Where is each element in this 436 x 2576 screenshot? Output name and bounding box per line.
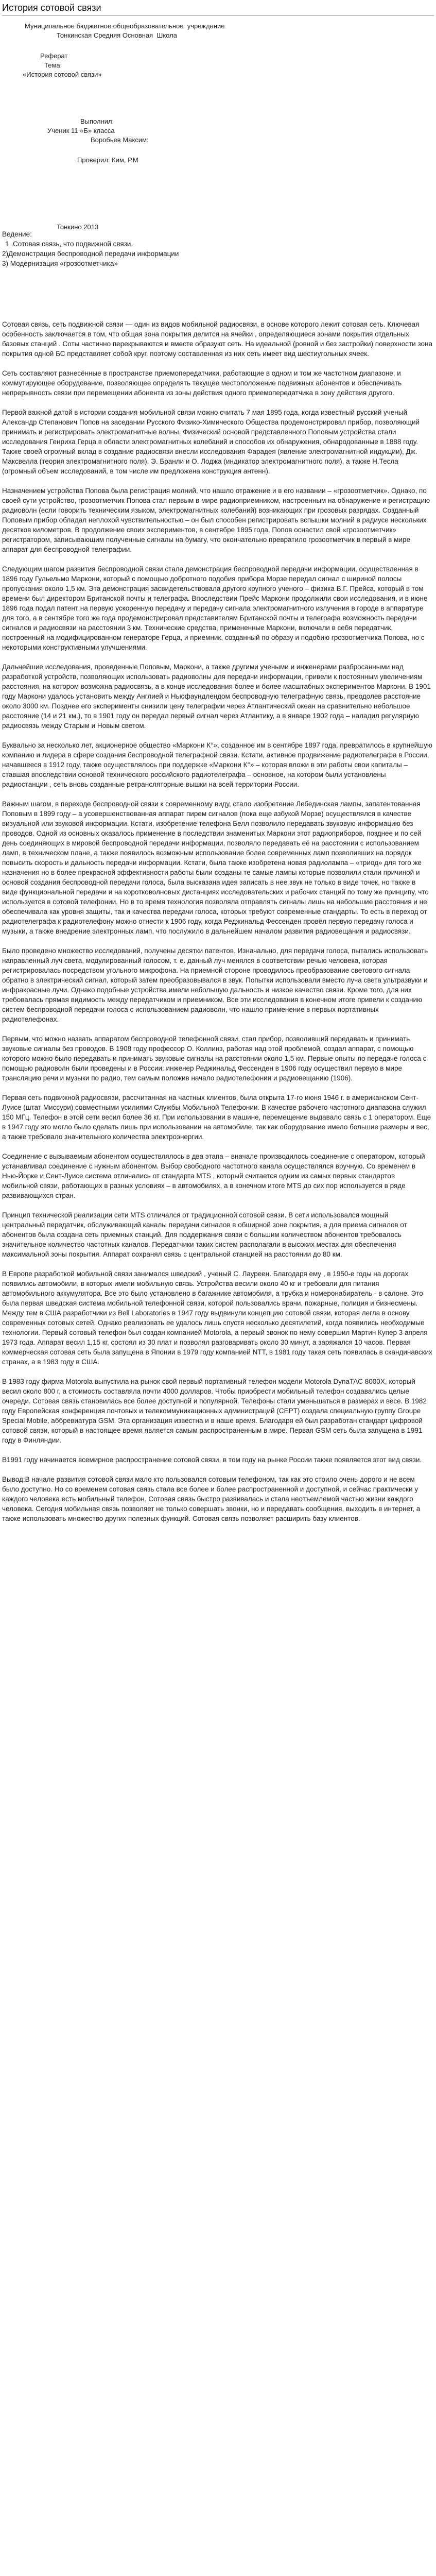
paragraph: Назначением устройства Попова была регистрация молний, что нашло отражение и в его названии – «грозоотметчик». Однако, по своей сути устройство, грозоотметчик Попова стал первым в мире радиоприемником, настроенным на обнаружение и регистрацию радиоволн (если говорить техническим языком, электромагнитных колебаний) возникающих при грозовых разрядах. Созданный Поповым прибор обладал неплохой чувствительностью – он был способен регистрировать вспышки молний в радиусе нескольких десятков километров. В продолжение своих экспериментов, в сентябре 1895 года, Попов оснастил свой «грозоотметчик» регистратором, записывающим полученные сигналы на бумагу, что окончательно превратило грозоотметчик в первый в мире аппарат для беспроводной телеграфии. [2,487,430,553]
toc-item: 1. Сотовая связь, что подвижной связи. [5,240,133,248]
title-page-block [0,22,436,231]
referat-label: Реферат [40,52,68,60]
topic-text: «История сотовой связи» [23,71,102,78]
paragraph: Принцип технической реализации сети МТS отличался от традиционной сотовой связи. В сети использовался мощный центральный передатчик, обслуживающий каналы передачи сигналов в обширной зоне покрытия, а для приема сигналов от абонентов была создана сеть приемных станций. Для поддержания связи с большим количеством абонентов требовалось значительное количество частотных каналов. Передатчики таких систем располагали в высоких местах для обеспечения максимальной зоны покрытия. Аппарат сохранял связь с центральной станцией на расстоянии до 80 км. [2,1211,407,1258]
paragraph: Следующим шагом развития беспроводной связи стала демонстрация беспроводной передачи информации, осуществленная в 1896 году Гульельмо Маркони, который с помощью добротного подобия прибора Морзе передал сигнал с шириной полосы пропускания около 1,5 км. Эта демонстрация засвидетельствовала другого крупного ученого – физика В.Г. Прейса, который в том времени был директором Британской почты и телеграфа. Впоследствии Прейс Маркони продолжили свои исследования, и в июне 1896 года подал патент на первую ускоренную передачу и передачу сигнала электромагнитного излучения в городе в аппаратуре для того, а в сентябре того же года продемонстрировал представителям Британской почты и телеграфа возможность передачи сигналов и радиосвязи на расстоянии 3 км. Технические средства, примененные Маркони, включали в себя передатчик, построенный на модифицированном генераторе Герца, и приемник, созданный по образу и подобию грозоотметчика Попова, но с некоторыми конструктивными улучшениями. [2,565,428,651]
paragraph: Сотовая связь, сеть подвижной связи — один из видов мобильной радиосвязи, в основе которого лежит сотовая сеть. Ключевая особенность заключается в том, что общая зона покрытия делится на ячейки , определяющиеся зонами покрытия отдельных базовых станций . Соты частично перекрываются и вместе образуют сеть. На идеальной (ровной и без застройки) поверхности зона покрытия одной БС представляет собой круг, поэтому составленная из них сеть имеет вид шестиугольных ячеек. [2,320,432,358]
document-title: История сотовой связи [2,0,434,16]
student-name: Воробьев Максим: [91,136,149,144]
paragraph: Буквально за несколько лет, акционерное общество «Маркони К°», созданное им в сентябре 1897 года, превратилось в крупнейшую компанию и лидера в сфере создания беспроводной телеграфной связи. Кстати, активное продвижение радиотелеграфа в России, начавшееся в 1912 году, также осуществлялось при поддержке «Маркони К°» – которая вложи в эти работы свои капиталы – ставшая впоследствии основой технического российского радиотелеграфа – основное, на котором были установлены радиостанции , сеть вновь созданные ретрансляторные вышки на всей территории России. [2,741,432,788]
student-class: Ученик 11 «Б» класса [47,127,115,134]
paragraph: Сеть составляют разнесённые в пространстве приемопередатчики, работающие в одном и том же частотном диапазоне, и коммутирующее оборудование, позволяющее определять текущее местоположение подвижных абонентов и обеспечивать непрерывность связи при перемещении абонента из зоны действия одного приемопередатчика в зону действия другого. [2,369,402,397]
city-year: Тонкино 2013 [57,223,99,231]
author-label: Выполнил: [80,117,114,125]
toc-heading: Ведение: [2,230,32,238]
topic-label: Тема: [44,61,62,69]
conclusion-paragraph: Вывод:В начале развития сотовой связи мало кто пользовался сотовым телефоном, так как это стоило очень дорого и не всем было доступно. Но со временем сотовая связь стала все более и более распространенной и доступной, и сейчас практически у каждого человека есть мобильный телефон. Сотовая связь быстро развивалась и стала неотъемлемой частью жизни каждого человека. Сегодня мобильная связь позволяет не только совершать звонки, но и передавать сообщения, выходить в интернет, а также использовать множество других полезных функций. Сотовая связь позволяет расширить базу клиентов. [2,1476,421,1522]
paragraph: В1991 году начинается всемирное распространение сотовой связи, в том году на рынке России также появляется этот вид связи. [2,1456,422,1464]
toc-item: 3) Модернизация «грозоотметчика» [2,260,118,267]
organization-line: Муниципальное бюджетное общеобразовательное учреждение [25,22,225,30]
paragraph: Первым, что можно назвать аппаратом беспроводной телефонной связи, стал прибор, позволивший передавать и принимать звуковые сигналы без проводов. В 1908 году профессор О. Коллинз, работая над этой проблемой, создал аппарат, с помощью которого можно было передавать и принимать звуковые сигналы на расстоянии около 1,5 км. Первые опыты по передаче голоса с помощью радиоволн были проведены и в России: инженер Реджинальд Фессенден в 1906 году осуществил первую в мире трансляцию речи и музыки по радио, тем самым положив начало радиотелефонии и радиовещанию (1906). [2,1035,427,1082]
paragraph: Первая сеть подвижной радиосвязи, рассчитанная на частных клиентов, была открыта 17-го июня 1946 г. в американском Сент-Луисе (штат Миссури) совместными усилиями Службы Мобильной Телефонии. В качестве рабочего частотного диапазона служил 150 МГц. Телефон в этой сети весил более 36 кг. При использовании в машине, перемещение выдавало связь с 1 оператором. Еще в 1947 году это могло было сделать лишь при использовании на автомобиле, так как оборудование имело большие размеры и вес, а также требовало значительного количества электроэнергии. [2,1094,431,1141]
paragraph: Соединение с вызываемым абонентом осуществлялось в два этапа – вначале производилось соединение с оператором, который устанавливал соединение с нужным абонентом. Выбор свободного частотного канала осуществлялся вручную. Со временем в Нью-Йорке и Сент-Луисе система отличались от стандарта МТS , который считается одним из самых первых стандартов мобильной связи, работающих в разных условиях – в автомобилях, а в конечном итоге МТS до сих пор используется в ряде развивающихся стран. [2,1153,425,1199]
paragraph: Дальнейшие исследования, проведенные Поповым, Маркони, а также другими учеными и инженерами разбросанными над разработкой устройств, позволяющих использовать радиоволны для передачи информации, привели к постоянным увеличениям расстояния, на котором возможна радиосвязь, а в конце исследования более и более масштабных экспериментов Маркони. В 1901 году Маркони удалось установить между Англией и Ньюфаундлендом беспроводную телеграфную связь, преодолев расстояние около 3000 км. Позднее его эксперименты снизили цену телеграфии через Атлантический океан на сравнительно небольшое расстояние (14 и 21 км.), то в 1901 году он передал первый сигнал через Атлантику, а в январе 1902 года – наладил регулярную радиосвязь между Старым и Новым светом. [2,663,431,730]
paragraph: В Европе разработкой мобильной связи занимался шведский , ученый С. Лауреен. Благодаря ему , в 1950-е годы на дорогах появились автомобили, в которых имели мобильную связь. Устройства весили около 40 кг и требовали для питания автомобильного аккумулятора. Все это было установлено в багажнике автомобиля, а трубка и номеронабиратель - в салоне. Это была первая шведская система мобильной телефонной связи, которой пользовались врачи, пожарные, полиция и бизнесмены. Между тем в США разработчики из Bell Laboratories в 1947 году выдвинули концепцию сотовой связи, которая легла в основу современных сотовых сетей. Однако реализовать ее удалось лишь спустя несколько десятилетий, когда появились необходимые технологии. Первый сотовый телефон был создан компанией Motorola, а первый звонок по нему совершил Мартин Купер 3 апреля 1973 года. Аппарат весил 1,15 кг, состоял из 30 плат и позволял разговаривать около 30 минут, а заряжался 10 часов. Первая коммерческая сотовая сеть была запущена в Японии в 1979 году компанией NTT, в 1981 году такая сеть появилась в скандинавских странах, а в 1983 году в США. [2,1270,432,1366]
document-body [2,319,432,1533]
school-name: Тонкинская Средняя Основная Школа [57,31,177,39]
paragraph: Первой важной датой в истории создания мобильной связи можно считать 7 мая 1895 года, когда известный русский ученый Александр Степанович Попов на заседании Русского Физико-Химического Общества продемонстрировал прибор, позволяющий принимать и регистрировать электромагнитные волны. Физический основой представленного Поповым устройства стали исследования Генриха Герца в области электромагнитных колебаний и способов их обнаружения, обнародованные в 1888 году. Также своей огромный вклад в создание радиосвязи внесли исследования Фарадея (явление электромагнитной индукции), Дж. Максвелла (теория электромагнитного поля), Э. Бранли и О. Лоджа (индикатор электромагнитного поля), а также Н.Тесла (огромный объем исследований, в том числе им предложена конструкция антенн). [2,409,420,475]
toc-item: 2)Демонстрация беспроводной передачи информации [2,250,179,258]
paragraph: В 1983 году фирма Motorola выпустила на рынок свой первый портативный телефон модели Motorola DynaTAC 8000Х, который весил около 800 г, а стоимость составляла почти 4000 долларов. Чтобы приобрести мобильный телефон создавались целые очереди. Сотовая связь становилась все более доступной и популярной. Телефоны стали уменьшаться в размерах и весе. В 1982 году Европейская конференция почтовых и телекоммуникационных администраций (CEPT) создала специальную группу Groupe Special Mobile, аббревиатура GSM. Эта организация известна и в наше время. Благодаря ей был разработан стандарт цифровой сотовой связи, который в настоящее время является самым распространенным в мире. Первая GSM сеть была запущена в 1991 году в Финляндии. [2,1378,427,1444]
paragraph: Было проведено множество исследований, получены десятки патентов. Изначально, для передачи голоса, пытались использовать направленный луч света, модулированный голосом, т. е. данный луч менялся в соответствии речью человека, которая регистрировалась посредством угольного микрофона. На приемной стороне проводилось преобразование светового сигнала обратно в электрический сигнал, который затем преобразовывался в звук. Попытки использовали вместо луча света ультразвуки и инфракрасные лучи. Однако подобные устройства имели небольшую дальность и низкое качество связи. Кроме того, для них требовалась прямая видимость между передатчиком и приемником. Все эти исследования в конечном итоге привели к созданию систем беспроводной передачи голоса с использованием радиоволн, что нашло применение в первых портативных радиотелефонах. [2,947,428,1023]
table-of-contents [2,229,432,268]
checked-by: Проверил: Ким, Р.М [77,156,138,164]
paragraph: Важным шагом, в переходе беспроводной связи к современному виду, стало изобретение Лебединская лампы, запатентованная Поповым в 1899 году – а усовершенствованная аппарат пирем сигналов (пока еще азбукой Морзе) осуществлялся в качестве визуальной или звуковой информации. Кстати, изобретение телефона Белл позволило передавать звуковую информацию без проводов. Одной из основных оказалось применение в последствии знаменитых Маркони этот радиоприборов, позднее и по сей день соединяющих в мировой беспроводной передачи информации, позволяло передавать её на расстоянии с использованием ламп, в техническом плане, а также появилось возможным использование более современных ламп позволивших на порядок повысить скорость и дальность передачи информации. Кстати, была также изобретена новая радиолампа – «триод» для того же назначения но в более прекрасной эффективности работы были созданы те самые лампы которые позволили стали причиной и основой создания беспроводной передачи голоса, была высказана идея записать в нее звук не только в виде точек, но также в виде функциональной передачи и на коротковолновых дистанциях исследовательских и рабочих станций по тому же принципу, что используется в сотовой телефонии. Но в то время технология позволяла отправлять сигналы лишь на небольшие расстояния и не обеспечивала как уровня защиты, так и качества передачи голоса, которых требуют современные стандарты. То есть в переход от радиотелеграфа к радиотелефону можно отнести к 1906 году, когда Реджинальд Фессенден провёл первую передачу голоса и музыки, а также внедрение электронных ламп, что послужило в дальнейшем началом развития радиовещания и радиосвязи. [2,800,429,935]
